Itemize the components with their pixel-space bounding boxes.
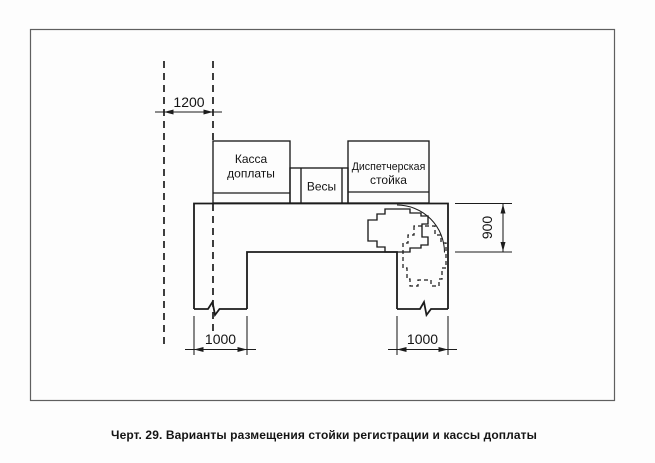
dim-arrow-right [204, 110, 214, 115]
chair-dashed [403, 226, 446, 286]
dim-arrow-right [238, 347, 248, 352]
vesy-label: Весы [306, 179, 337, 194]
dimension-depth-900 [455, 204, 512, 253]
dim-arrow-left [194, 347, 204, 352]
dimension-left-1000 [185, 316, 256, 355]
counter-contour [194, 204, 448, 316]
dispatcher-block [348, 141, 429, 203]
dim-1000-left-label: 1000 [204, 331, 237, 347]
chair-solid [368, 209, 428, 252]
break-mark-left [194, 302, 247, 315]
dimension-right-1000 [388, 316, 457, 355]
dim-arrow-down [501, 242, 506, 252]
kassa-doplaty-block [213, 141, 290, 203]
kassa-label-line1: Касса [234, 152, 268, 166]
dispatcher-label-line1: Диспетчерская [351, 161, 426, 173]
break-mark-right [397, 302, 448, 315]
dim-1000-right-label: 1000 [406, 331, 439, 347]
dim-900-label: 900 [479, 215, 495, 240]
drawing-frame [31, 30, 615, 401]
dim-arrow-right [439, 347, 449, 352]
dim-arrow-up [501, 204, 506, 214]
dim-1200-label: 1200 [173, 94, 205, 110]
figure-caption: Черт. 29. Варианты размещения стойки регистрации и кассы доплаты [111, 428, 537, 442]
dimension-aisle-1200 [155, 94, 222, 115]
dispatcher-label-line2: стойка [370, 173, 407, 187]
dim-arrow-left [397, 347, 407, 352]
vesy-block [290, 168, 348, 203]
dim-arrow-left [164, 110, 174, 115]
kassa-label-line2: доплаты [227, 166, 275, 181]
